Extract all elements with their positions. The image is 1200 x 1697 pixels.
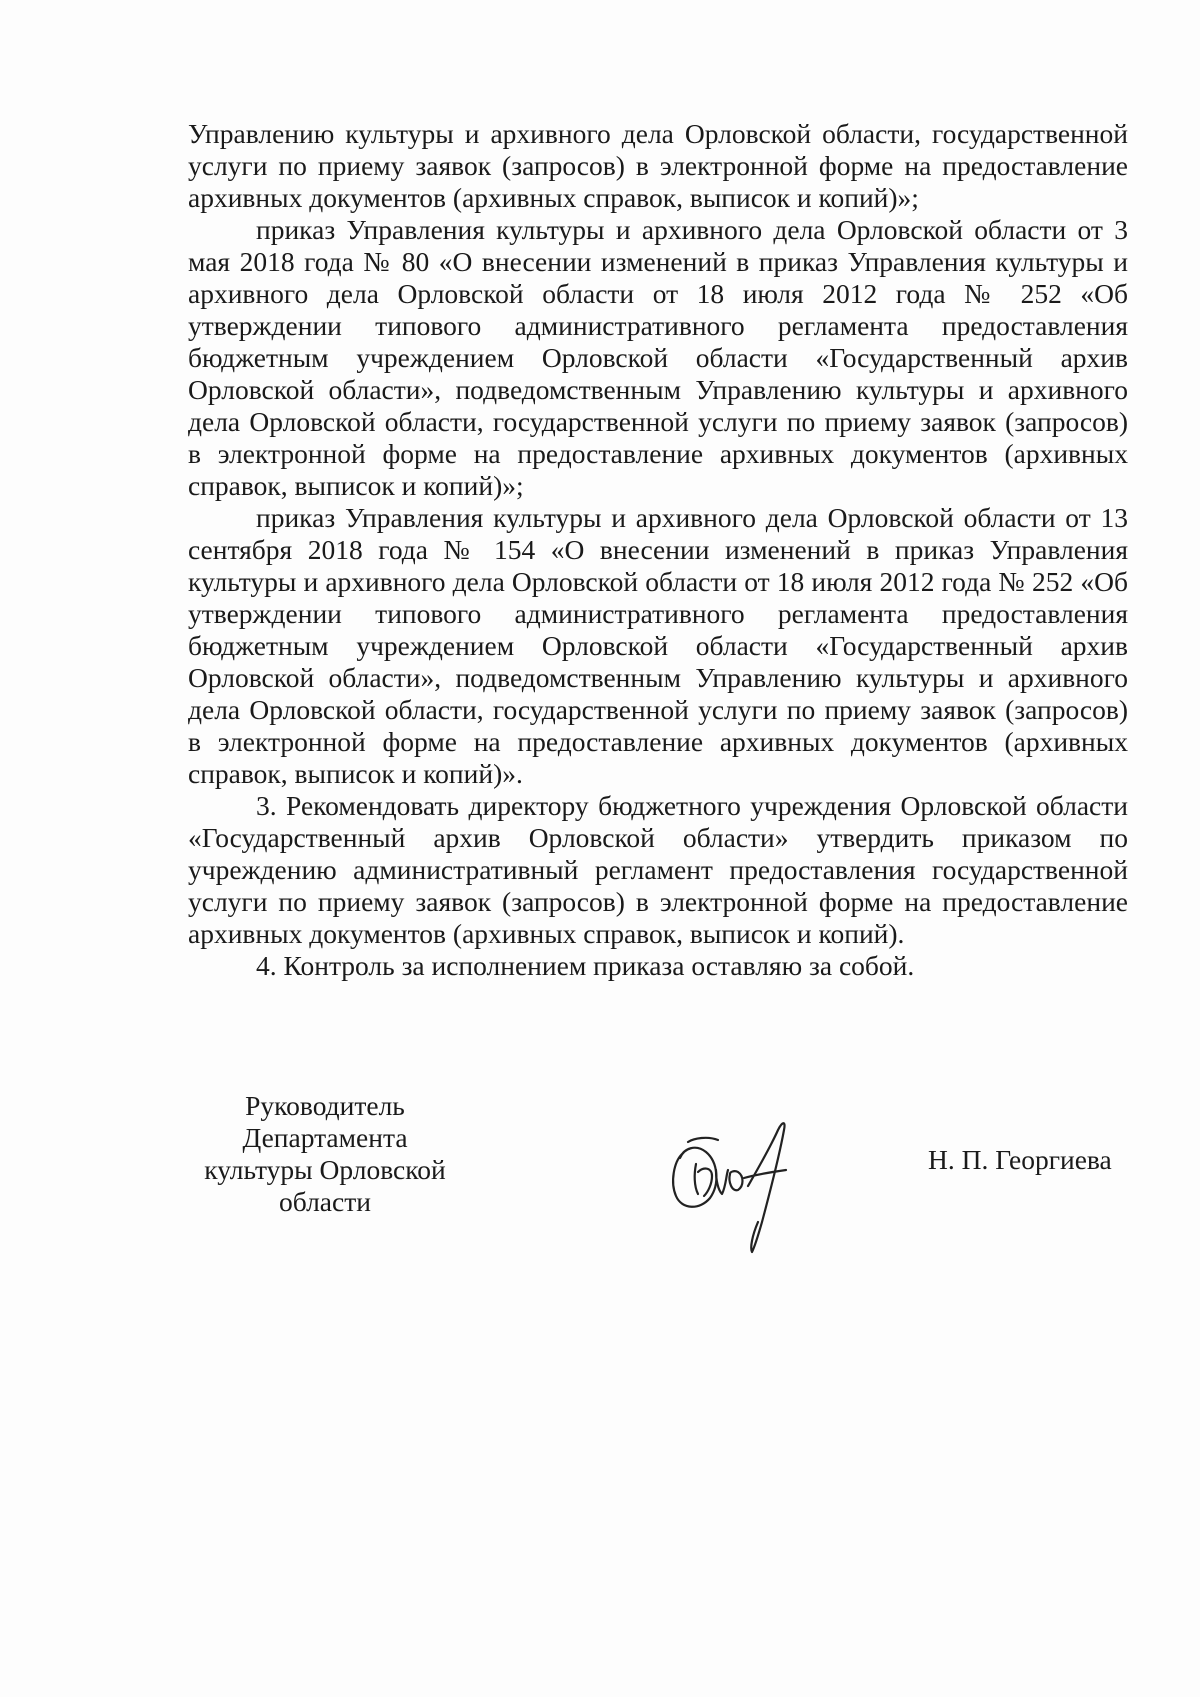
paragraph-item-4: 4. Контроль за исполнением приказа оставляю за собой. xyxy=(256,950,915,981)
signatory-title-line: Руководитель xyxy=(245,1090,405,1121)
signatory-title-line: области xyxy=(279,1186,371,1217)
signatory-title xyxy=(170,1090,480,1218)
signature-block xyxy=(0,1090,1200,1290)
signatory-title-line: Департамента xyxy=(242,1122,408,1153)
signatory-title-line: культуры Орловской xyxy=(204,1154,446,1185)
paragraph-continuation: Управлению культуры и архивного дела Орловской области, государственной услуги по приему заявок (запросов) в электронной форме на предоставление архивных документов (архивных справок, выписок и копий)»; xyxy=(188,118,1128,213)
paragraph-order-80: приказ Управления культуры и архивного дела Орловской области от 3 мая 2018 года № 80 «О внесении изменений в приказ Управления культуры и архивного дела Орловской области от 18 июля 2012 года № 252 «Об утверждении типового административного регламента предоставления бюджетным учреждением Орловской области «Государственный архив Орловской области», подведомственным Управлению культуры и архивного дела Орловской области, государственной услуги по приему заявок (запросов) в электронной форме на предоставление архивных документов (архивных справок, выписок и копий)»; xyxy=(188,214,1128,501)
handwritten-signature xyxy=(660,1112,810,1262)
signatory-name: Н. П. Георгиева xyxy=(928,1144,1112,1175)
document-body xyxy=(188,118,1128,982)
paragraph-item-3: 3. Рекомендовать директору бюджетного учреждения Орловской области «Государственный архив Орловской области» утвердить приказом по учреждению административный регламент предоставления государственной услуги по приему заявок (запросов) в электронной форме на предоставление архивных документов (архивных справок, выписок и копий). xyxy=(188,790,1128,949)
paragraph-order-154: приказ Управления культуры и архивного дела Орловской области от 13 сентября 2018 года № 154 «О внесении изменений в приказ Управления культуры и архивного дела Орловской области от 18 июля 2012 года № 252 «Об утверждении типового административного регламента предоставления бюджетным учреждением Орловской области «Государственный архив Орловской области», подведомственным Управлению культуры и архивного дела Орловской области, государственной услуги по приему заявок (запросов) в электронной форме на предоставление архивных документов (архивных справок, выписок и копий)». xyxy=(188,502,1128,789)
